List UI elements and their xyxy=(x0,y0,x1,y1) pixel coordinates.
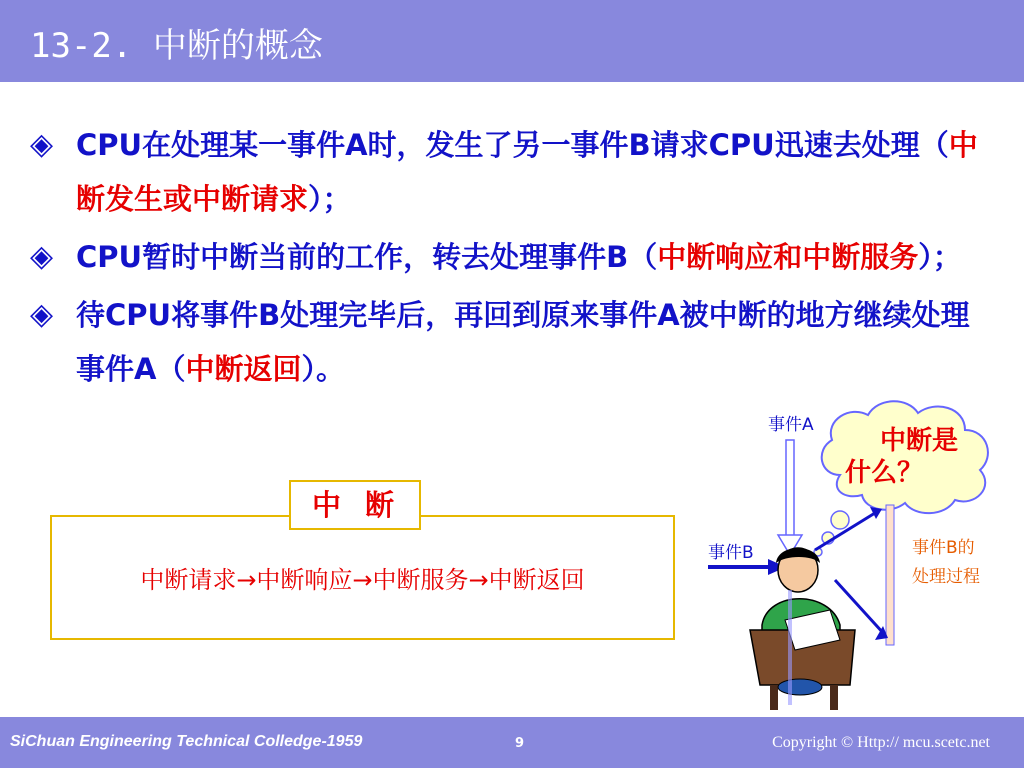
footer-bar xyxy=(0,717,1024,768)
bullet-1-tail: ）； xyxy=(308,182,352,216)
event-a-label: 事件A xyxy=(768,415,814,435)
bullet-list xyxy=(30,118,990,400)
student-figure-icon xyxy=(750,548,855,710)
interrupt-box-title: 中断 xyxy=(289,480,421,530)
page-number: 9 xyxy=(515,736,525,751)
bullet-2-text: CPU暂时中断当前的工作，转去处理事件B（ xyxy=(76,240,658,274)
bullet-2-highlight: 中断响应和中断服务 xyxy=(657,240,919,274)
diamond-bullet-icon: ◈ xyxy=(30,127,54,162)
bullet-2-tail: ）； xyxy=(918,240,962,274)
slide-title: 13-2. 中断的概念 xyxy=(30,26,323,66)
interrupt-illustration xyxy=(690,395,1024,720)
event-a-arrow-icon xyxy=(778,440,802,555)
cloud-text-line1: 中断是 xyxy=(880,426,959,456)
title-bar xyxy=(0,0,1024,82)
bullet-1-text: CPU在处理某一事件A时，发生了另一事件B请求CPU迅速去处理（ xyxy=(76,128,949,162)
bullet-3-tail: ）。 xyxy=(301,352,345,386)
bullet-1-highlight: 中断发生或中断请求 xyxy=(76,128,978,216)
footer-copyright: Copyright © Http:// mcu.scetc.net xyxy=(772,734,990,751)
footer-school-name: SiChuan Engineering Technical Colledge-1959 xyxy=(10,733,363,750)
diamond-bullet-icon: ◈ xyxy=(30,297,54,332)
bullet-item-2 xyxy=(30,230,990,284)
bullet-item-3 xyxy=(30,288,990,396)
diamond-bullet-icon: ◈ xyxy=(30,239,54,274)
event-b-label: 事件B xyxy=(708,543,754,563)
interrupt-flow-text: 中断请求→中断响应→中断服务→中断返回 xyxy=(140,566,585,594)
bullet-3-text: 待CPU将事件B处理完毕后，再回到原来事件A被中断的地方继续处理事件A（ xyxy=(76,298,970,386)
bullet-3-highlight: 中断返回 xyxy=(185,352,302,386)
cloud-text-line2: 什么？ xyxy=(845,458,924,488)
process-label-line1: 事件B的 xyxy=(912,538,975,558)
process-label-line2: 处理过程 xyxy=(912,567,980,587)
bullet-item-1 xyxy=(30,118,990,226)
